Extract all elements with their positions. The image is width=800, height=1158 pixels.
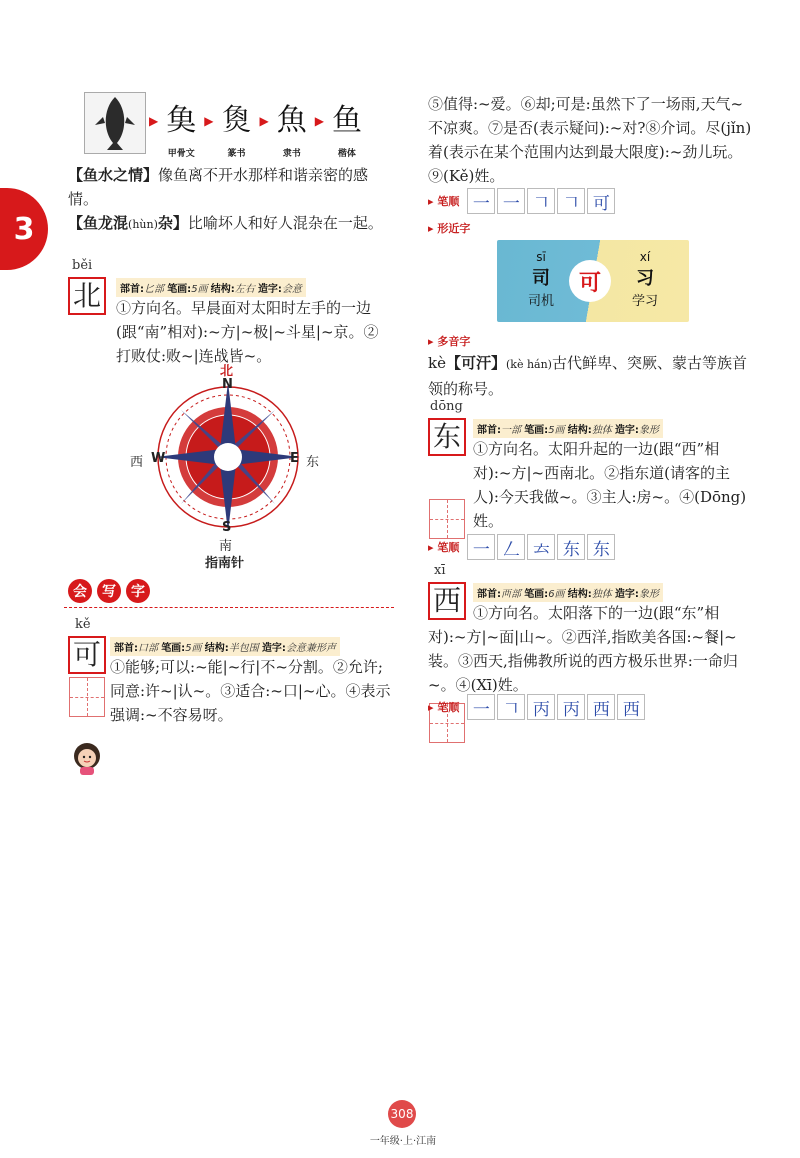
compass-south-cn: 南 xyxy=(219,539,233,554)
idiom-yushui: 【鱼水之情】像鱼离不开水那样和谐亲密的感情。 xyxy=(68,166,369,208)
arrow-icon: ▶ xyxy=(204,114,214,128)
compass-e: E xyxy=(290,451,299,466)
definition: ①能够;可以:~能|~行|不~分割。②允许;同意:许~|认~。③适合:~口|~心。④表示强调:~不容易呀。 xyxy=(110,658,391,724)
glyph-label: 楷体 xyxy=(337,149,356,159)
duoyin-head: ▸ 多音字 xyxy=(428,335,471,348)
idiom-yulong: 【鱼龙混(hùn)杂】比喻坏人和好人混杂在一起。 xyxy=(68,214,383,232)
writing-grid xyxy=(429,499,465,539)
stroke-step: 𠃋 xyxy=(497,534,525,560)
term-pinyin: (kè hán) xyxy=(505,358,552,371)
idiom-pinyin: (hùn) xyxy=(128,218,158,231)
stroke-step: 𠃍 xyxy=(527,188,555,214)
glyph-label: 隶书 xyxy=(282,149,301,159)
pinyin: xī xyxy=(434,563,446,578)
idiom-text: 比喻坏人和好人混杂在一起。 xyxy=(187,214,383,232)
char-info: 部首:襾部 笔画:6画 结构:独体 造字:象形 xyxy=(473,583,663,602)
stroke-step: 西 xyxy=(587,694,615,720)
stroke-step: 𠃍 xyxy=(557,188,585,214)
stroke-step: 东 xyxy=(557,534,585,560)
xi-stroke-order: ▸ 笔顺 一 𠃍 丙 丙 西 西 xyxy=(428,694,647,720)
stroke-step: 丙 xyxy=(527,694,555,720)
term-text: 古代鲜卑、突厥、蒙古等族首领的称号。 xyxy=(428,354,747,398)
arrow-icon: ▶ xyxy=(314,114,324,128)
entry-char: 东 xyxy=(428,418,466,456)
stroke-step: 一 xyxy=(467,694,495,720)
char-info: 部首:口部 笔画:5画 结构:半包围 造字:会意兼形声 xyxy=(110,637,340,656)
char-info: 部首:一部 笔画:5画 结构:独体 造字:象形 xyxy=(473,419,663,438)
fish-image xyxy=(84,92,146,154)
girl-avatar-icon xyxy=(70,740,104,776)
stroke-label: 笔顺 xyxy=(437,195,460,208)
stroke-step: 东 xyxy=(587,534,615,560)
idiom-term: 杂 xyxy=(157,214,173,232)
stroke-step: 西 xyxy=(617,694,645,720)
compass-east-cn: 东 xyxy=(306,455,320,470)
glyph-label: 甲骨文 xyxy=(167,149,195,159)
glyph-clerical xyxy=(272,92,312,159)
glyph-regular xyxy=(327,92,367,159)
glyph-oracle xyxy=(161,92,201,159)
duoyin-entry xyxy=(428,351,753,401)
arrow-icon: ▶ xyxy=(259,114,269,128)
glyph-char: 𤋳 xyxy=(221,103,252,138)
footer-grade: 一年级·上·江南 xyxy=(369,1136,437,1147)
section-char: 写 xyxy=(97,579,121,603)
stroke-label: 笔顺 xyxy=(437,541,460,554)
pinyin: sī xyxy=(536,250,546,264)
pinyin: běi xyxy=(72,258,93,273)
duoyin-label: 多音字 xyxy=(437,335,471,348)
ke-stroke-order: ▸ 笔顺 一 一 𠃍 𠃍 可 xyxy=(428,188,617,214)
similar-word: 学习 xyxy=(631,294,658,309)
xingjin-panel xyxy=(497,240,689,322)
pinyin: kě xyxy=(75,617,91,632)
xingjin-head: ▸ 形近字 xyxy=(428,222,471,235)
idiom-term: 鱼水之情 xyxy=(83,166,144,184)
similar-word: 司机 xyxy=(527,294,554,309)
section-char: 字 xyxy=(126,579,150,603)
idiom-term: 鱼龙混 xyxy=(83,214,129,232)
compass-caption: 指南针 xyxy=(205,556,245,571)
page-number: 308 xyxy=(388,1100,416,1128)
stroke-step: 𠫓 xyxy=(527,534,555,560)
section-number: 3 xyxy=(13,211,35,247)
stroke-step: 一 xyxy=(467,534,495,560)
pinyin: xí xyxy=(639,250,651,264)
stroke-step: 一 xyxy=(497,188,525,214)
compass-s: S xyxy=(222,520,232,535)
stroke-step: 丙 xyxy=(557,694,585,720)
entry-char: 北 xyxy=(68,277,106,315)
definition: ①方向名。早晨面对太阳时左手的一边(跟“南”相对):~方|~极|~斗星|~京。②打败仗:败~|连战皆~。 xyxy=(116,299,379,365)
definition: ①方向名。太阳落下的一边(跟“东”相对):~方|~面|山~。②西洋,指欧美各国:~餐|~装。③西天,指佛教所说的西方极乐世界:一命归~。④(Xī)姓。 xyxy=(428,604,738,694)
section-char: 会 xyxy=(68,579,92,603)
char-info: 部首:匕部 笔画:5画 结构:左右 造字:会意 xyxy=(116,278,306,297)
character-evolution xyxy=(84,92,367,159)
similar-char: 习 xyxy=(636,268,654,289)
section-tab xyxy=(0,188,48,270)
section-huixiezi xyxy=(68,579,150,603)
stroke-step: 𠃍 xyxy=(497,694,525,720)
glyph-seal xyxy=(216,92,256,159)
pinyin: kè xyxy=(428,354,446,372)
arrow-icon: ▶ xyxy=(149,114,159,128)
glyph-char: 魚 xyxy=(276,103,307,138)
entry-char: 可 xyxy=(68,636,106,674)
compass-west-cn: 西 xyxy=(130,455,144,470)
idiom-text: 像鱼离不开水那样和谐亲密的感情。 xyxy=(68,166,369,208)
compass-n: N xyxy=(222,377,233,392)
stroke-step: 一 xyxy=(467,188,495,214)
definition: ①方向名。太阳升起的一边(跟“西”相对):~方|~西南北。②指东道(请客的主人):今天我做~。③主人:房~。④(Dōng)姓。 xyxy=(473,440,747,530)
xingjin-label: 形近字 xyxy=(437,222,471,235)
pinyin: dōng xyxy=(430,399,463,414)
stroke-label: 笔顺 xyxy=(437,701,460,714)
similar-char: 司 xyxy=(532,268,550,289)
dong-stroke-order: ▸ 笔顺 一 𠃋 𠫓 东 东 xyxy=(428,534,617,560)
compass-w: W xyxy=(151,451,166,466)
glyph-label: 篆书 xyxy=(227,149,246,159)
entry-char: 西 xyxy=(428,582,466,620)
fish-icon xyxy=(93,95,137,151)
divider xyxy=(64,607,394,608)
stroke-step: 可 xyxy=(587,188,615,214)
term: 【可汗】 xyxy=(445,354,506,372)
glyph-char: 鱼 xyxy=(331,103,362,138)
glyph-char: 𩵋 xyxy=(166,103,197,138)
writing-grid xyxy=(69,677,105,717)
center-char: 可 xyxy=(578,270,601,296)
compass-north-cn: 北 xyxy=(220,364,234,379)
definition-continued: ⑤值得:~爱。⑥却;可是:虽然下了一场雨,天气~不凉爽。⑦是否(表示疑问):~对?⑧介词。尽(jǐn)着(表示在某个范围内达到最大限度):~劲儿玩。⑨(Kě)姓。 xyxy=(428,95,752,185)
